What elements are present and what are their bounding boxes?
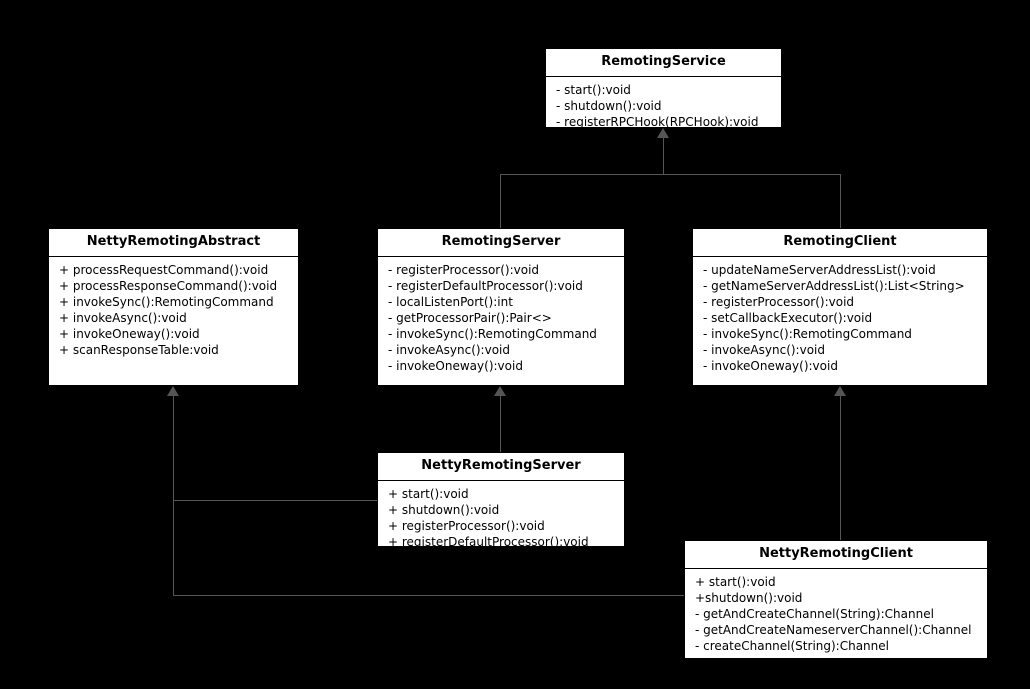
class-member: + processResponseCommand():void (59, 279, 278, 293)
class-member: - invokeSync():RemotingCommand (703, 327, 912, 341)
class-member: + invokeSync():RemotingCommand (59, 295, 274, 309)
arrowhead-to-netty-remoting-abstract-server (167, 386, 179, 396)
connector-nettyclient-abstract-h (173, 595, 684, 596)
arrowhead-to-remoting-client (834, 386, 846, 396)
class-member: - registerProcessor():void (703, 295, 855, 309)
class-box-remoting-server[interactable] (377, 228, 625, 386)
class-member: + start():void (695, 575, 776, 589)
class-title-remoting-service: RemotingService (546, 49, 781, 77)
class-box-netty-remoting-server[interactable] (377, 452, 625, 547)
class-member: - updateNameServerAddressList():void (703, 263, 936, 277)
class-members-remoting-client (693, 257, 987, 380)
class-member: - invokeOneway():void (388, 359, 523, 373)
connector-nettyserver-to-remotingserver (500, 396, 501, 452)
class-member: - invokeAsync():void (703, 343, 825, 357)
class-member: - createChannel(String):Channel (695, 639, 889, 653)
class-member: + processRequestCommand():void (59, 263, 269, 277)
class-members-remoting-service (546, 77, 781, 136)
connector-nettyclient-to-remotingclient (840, 396, 841, 540)
class-member: - setCallbackExecutor():void (703, 311, 873, 325)
class-member: - getAndCreateChannel(String):Channel (695, 607, 934, 621)
class-members-netty-remoting-abstract (49, 257, 298, 364)
class-box-remoting-service[interactable] (545, 48, 782, 128)
class-member: - registerProcessor():void (388, 263, 540, 277)
class-title-remoting-client: RemotingClient (693, 229, 987, 257)
class-member: - shutdown():void (556, 99, 662, 113)
class-member: - getAndCreateNameserverChannel():Channel (695, 623, 972, 637)
class-member: + registerDefaultProcessor():void (388, 535, 589, 549)
class-title-netty-remoting-abstract: NettyRemotingAbstract (49, 229, 298, 257)
class-members-remoting-server (378, 257, 624, 380)
connector-nettyserver-abstract-h (173, 500, 378, 501)
class-box-remoting-client[interactable] (692, 228, 988, 386)
class-member: + scanResponseTable:void (59, 343, 219, 357)
class-member: - getNameServerAddressList():List<String> (703, 279, 965, 293)
class-member: + invokeAsync():void (59, 311, 187, 325)
class-box-netty-remoting-abstract[interactable] (48, 228, 299, 386)
class-box-netty-remoting-client[interactable] (684, 540, 988, 659)
connector-bus-to-remoting-server (500, 174, 501, 229)
class-title-remoting-server: RemotingServer (378, 229, 624, 257)
class-member: - registerDefaultProcessor():void (388, 279, 583, 293)
class-members-netty-remoting-client (685, 569, 987, 660)
class-members-netty-remoting-server (378, 481, 624, 556)
class-member: - registerRPCHook(RPCHook):void (556, 115, 759, 129)
class-member: - invokeSync():RemotingCommand (388, 327, 597, 341)
class-title-netty-remoting-server: NettyRemotingServer (378, 453, 624, 481)
connector-nettyclient-abstract-v (173, 396, 174, 596)
class-member: +shutdown():void (695, 591, 803, 605)
class-member: + shutdown():void (388, 503, 500, 517)
class-title-netty-remoting-client: NettyRemotingClient (685, 541, 987, 569)
arrowhead-to-remoting-server (494, 386, 506, 396)
class-member: - invokeOneway():void (703, 359, 838, 373)
class-member: + start():void (388, 487, 469, 501)
connector-service-bus (500, 174, 840, 175)
class-member: - start():void (556, 83, 631, 97)
connector-bus-to-remoting-client (840, 174, 841, 229)
class-member: + registerProcessor():void (388, 519, 545, 533)
class-member: + invokeOneway():void (59, 327, 200, 341)
class-member: - invokeAsync():void (388, 343, 510, 357)
connector-service-stem (663, 138, 664, 174)
class-member: - localListenPort():int (388, 295, 513, 309)
class-member: - getProcessorPair():Pair<> (388, 311, 552, 325)
